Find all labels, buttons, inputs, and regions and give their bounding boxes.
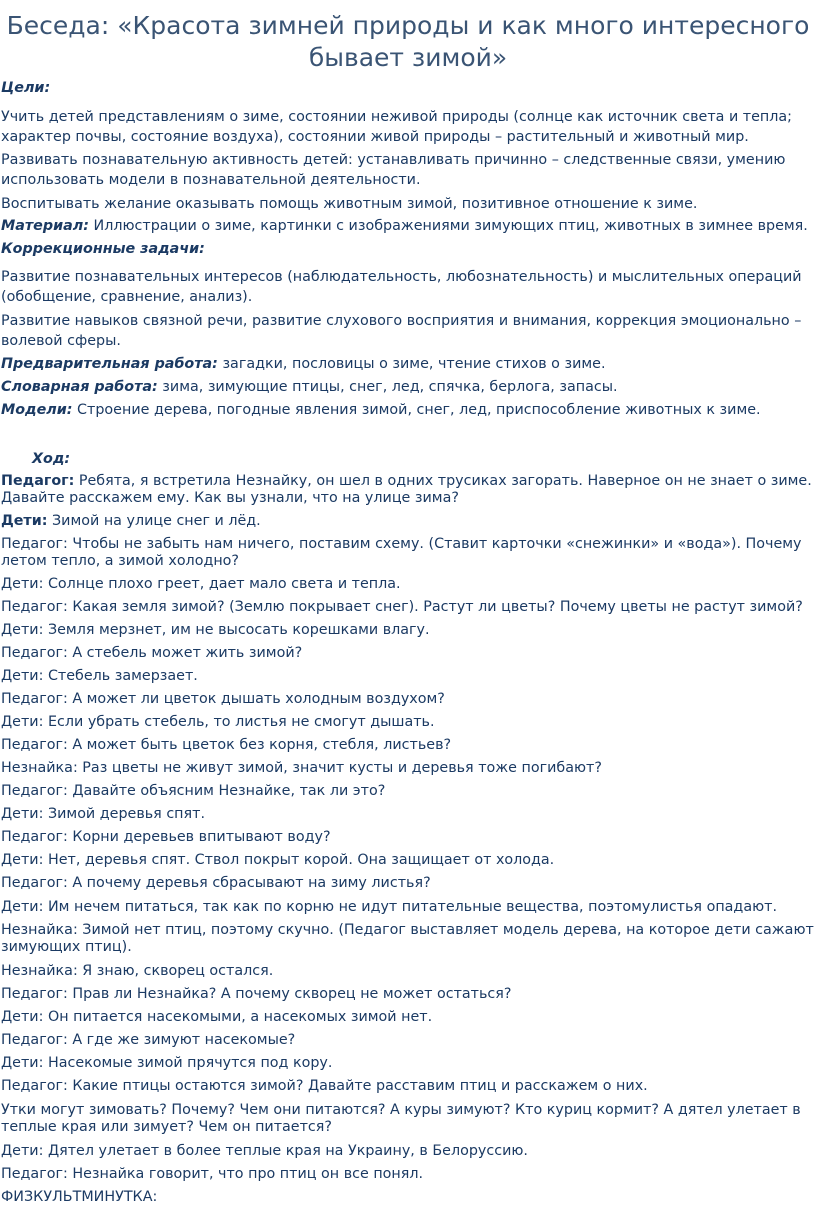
vocabulary-label: Словарная работа:: [1, 379, 158, 395]
dialogue-line: Педагог: Корни деревьев впитывают воду?: [1, 829, 331, 845]
models-label: Модели:: [1, 402, 73, 418]
dialogue-line: Педагог: Какие птицы остаются зимой? Давайте расставим птиц и расскажем о них.: [1, 1078, 648, 1094]
dialogue-line: Дети: Дятел улетает в более теплые края на Украину, в Белоруссию.: [1, 1143, 528, 1159]
dialogue-line: Дети: Земля мерзнет, им не высосать корешками влагу.: [1, 622, 430, 638]
dialogue-line: Педагог: Чтобы не забыть нам ничего, поставим схему. (Ставит карточки «снежинки» и «вода»). Почему: [1, 536, 802, 552]
correction-item: Развитие навыков связной речи, развитие слухового восприятия и внимания, коррекция эмоционально –: [1, 313, 802, 329]
course-label: Ход:: [32, 451, 71, 467]
dialogue-line: Педагог: Незнайка говорит, что про птиц он все понял.: [1, 1166, 424, 1182]
dialogue-line: Дети: Насекомые зимой прячутся под кору.: [1, 1055, 333, 1071]
goal-item: Учить детей представлениям о зиме, состоянии неживой природы (солнце как источник света и тепла;: [1, 109, 792, 125]
dialogue-line: Педагог: А может ли цветок дышать холодным воздухом?: [1, 691, 445, 707]
dialogue-line: Утки могут зимовать? Почему? Чем они питаются? А куры зимуют? Кто куриц кормит? А дятел улетает в: [1, 1102, 801, 1118]
dialogue-text: Зимой на улице снег и лёд.: [47, 513, 261, 529]
preliminary-text: загадки, пословицы о зиме, чтение стихов о зиме.: [217, 356, 606, 372]
dialogue-text: Ребята, я встретила Незнайку, он шел в одних трусиках загорать. Наверное он не знает о зиме.: [74, 473, 812, 489]
correction-item: (обобщение, сравнение, анализ).: [1, 289, 253, 305]
dialogue-line: ФИЗКУЛЬТМИНУТКА:: [1, 1189, 158, 1205]
preliminary-label: Предварительная работа:: [1, 356, 218, 372]
goal-item: использовать модели в познавательной деятельности.: [1, 172, 421, 188]
dialogue-line: Давайте расскажем ему. Как вы узнали, что на улице зима?: [1, 490, 459, 506]
dialogue-line: летом тепло, а зимой холодно?: [1, 553, 240, 569]
dialogue-line: Педагог: Прав ли Незнайка? А почему скворец не может остаться?: [1, 986, 512, 1002]
dialogue-line: Незнайка: Раз цветы не живут зимой, значит кусты и деревья тоже погибают?: [1, 760, 602, 776]
preliminary-line: [1, 354, 606, 374]
correction-item: Развитие познавательных интересов (наблюдательность, любознательность) и мыслительных операций: [1, 269, 802, 285]
goal-item: Воспитывать желание оказывать помощь животным зимой, позитивное отношение к зиме.: [1, 196, 698, 212]
dialogue-line: Педагог: А где же зимуют насекомые?: [1, 1032, 296, 1048]
dialogue-line: Педагог: А стебель может жить зимой?: [1, 645, 303, 661]
material-line: [1, 216, 808, 236]
dialogue-line: теплые края или зимует? Чем он питается?: [1, 1119, 332, 1135]
dialogue-line: Педагог: Какая земля зимой? (Землю покрывает снег). Растут ли цветы? Почему цветы не растут зимой?: [1, 599, 803, 615]
dialogue-line: Дети: Солнце плохо греет, дает мало света и тепла.: [1, 576, 401, 592]
page-title: [0, 10, 816, 74]
goal-item: Развивать познавательную активность детей: устанавливать причинно – следственные связи, умению: [1, 152, 786, 168]
material-label: Материал:: [1, 218, 89, 234]
dialogue-line: зимующих птиц).: [1, 939, 132, 955]
correction-item: волевой сферы.: [1, 333, 121, 349]
material-text: Иллюстрации о зиме, картинки с изображениями зимующих птиц, животных в зимнее время.: [88, 218, 808, 234]
dialogue-line: Незнайка: Я знаю, скворец остался.: [1, 963, 274, 979]
speaker-label: Педагог:: [1, 473, 75, 489]
goal-item: характер почвы, состояние воздуха), состоянии живой природы – растительный и животный мир.: [1, 129, 749, 145]
dialogue-line: Дети: Нет, деревья спят. Ствол покрыт корой. Она защищает от холода.: [1, 852, 555, 868]
title-line-2: бывает зимой»: [308, 43, 508, 72]
speaker-label: Дети:: [1, 513, 48, 529]
dialogue-line: Педагог: А почему деревья сбрасывают на зиму листья?: [1, 875, 431, 891]
dialogue-line: Дети: Зимой деревья спят.: [1, 806, 206, 822]
dialogue-line: [1, 511, 261, 531]
goals-label: Цели:: [1, 80, 51, 96]
dialogue-line: Дети: Если убрать стебель, то листья не смогут дышать.: [1, 714, 435, 730]
dialogue-line: Дети: Им нечем питаться, так как по корню не идут питательные вещества, поэтомулистья опадают.: [1, 899, 777, 915]
dialogue-line: Незнайка: Зимой нет птиц, поэтому скучно. (Педагог выставляет модель дерева, на которое дети сажают: [1, 922, 814, 938]
vocabulary-text: зима, зимующие птицы, снег, лед, спячка, берлога, запасы.: [157, 379, 618, 395]
correction-label: Коррекционные задачи:: [1, 241, 205, 257]
dialogue-line: Педагог: Давайте объясним Незнайке, так ли это?: [1, 783, 386, 799]
dialogue-line: Дети: Он питается насекомыми, а насекомых зимой нет.: [1, 1009, 433, 1025]
dialogue-line: Педагог: А может быть цветок без корня, стебля, листьев?: [1, 737, 452, 753]
dialogue-line: Дети: Стебель замерзает.: [1, 668, 198, 684]
models-text: Строение дерева, погодные явления зимой, снег, лед, приспособление животных к зиме.: [72, 402, 761, 418]
title-line-1: Беседа: «Красота зимней природы и как много интересного: [6, 11, 810, 40]
models-line: [1, 400, 761, 420]
vocabulary-line: [1, 377, 618, 397]
